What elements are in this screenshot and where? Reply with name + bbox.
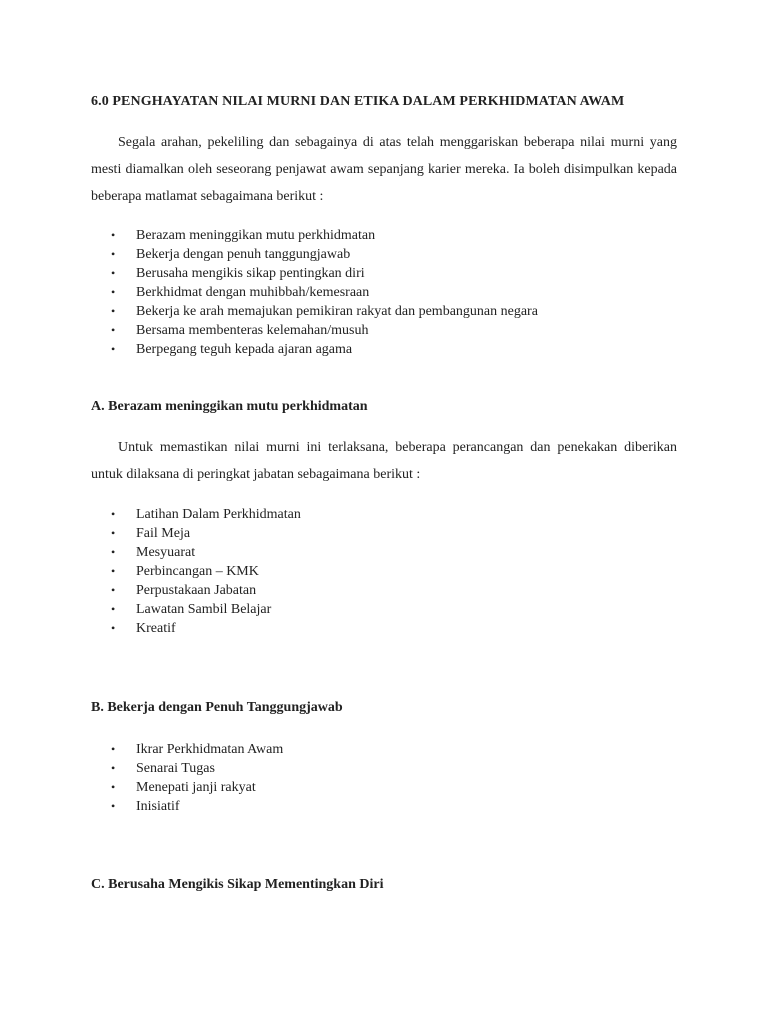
bullet-icon: • (111, 247, 116, 261)
bullet-icon: • (111, 564, 116, 578)
list-item (111, 524, 301, 543)
section-b-heading: B. Bekerja dengan Penuh Tanggungjawab (91, 700, 343, 715)
section-c-heading: C. Berusaha Mengikis Sikap Mementingkan Diri (91, 877, 384, 892)
document-title: 6.0 PENGHAYATAN NILAI MURNI DAN ETIKA DALAM PERKHIDMATAN AWAM (91, 94, 625, 109)
list-item-text: Bekerja dengan penuh tanggungjawab (136, 247, 351, 262)
bullet-icon: • (111, 323, 116, 337)
list-item (111, 505, 301, 524)
list-item-text: Kreatif (136, 621, 176, 636)
list-item-text: Ikrar Perkhidmatan Awam (136, 742, 284, 757)
list-item-text: Perpustakaan Jabatan (136, 583, 257, 598)
section-b-list (111, 740, 283, 816)
list-item-text: Menepati janji rakyat (136, 780, 256, 795)
list-item-text: Lawatan Sambil Belajar (136, 602, 272, 617)
bullet-icon: • (111, 304, 116, 318)
list-item-text: Senarai Tugas (136, 761, 215, 776)
list-item-text: Bersama membenteras kelemahan/musuh (136, 323, 369, 338)
list-item (111, 778, 283, 797)
list-item-text: Bekerja ke arah memajukan pemikiran rakyat dan pembangunan negara (136, 304, 538, 319)
list-item (111, 302, 538, 321)
bullet-icon: • (111, 507, 116, 521)
section-a-list (111, 505, 301, 638)
list-item (111, 797, 283, 816)
list-item-text: Berusaha mengikis sikap pentingkan diri (136, 266, 365, 281)
bullet-icon: • (111, 583, 116, 597)
intro-paragraph: Segala arahan, pekeliling dan sebagainya di atas telah menggariskan beberapa nilai murni yang mesti diamalkan oleh seseorang penjawat awam sepanjang karier mereka. Ia boleh disimpulkan kepada beberapa matlamat sebagaimana berikut : (91, 135, 677, 204)
bullet-icon: • (111, 545, 116, 559)
bullet-icon: • (111, 228, 116, 242)
bullet-icon: • (111, 266, 116, 280)
list-item-text: Berpegang teguh kepada ajaran agama (136, 342, 353, 357)
bullet-icon: • (111, 342, 116, 356)
list-item (111, 740, 283, 759)
list-item (111, 759, 283, 778)
list-item (111, 581, 301, 600)
bullet-icon: • (111, 780, 116, 794)
list-item (111, 340, 538, 359)
list-item-text: Mesyuarat (136, 545, 196, 560)
list-item (111, 321, 538, 340)
list-item-text: Fail Meja (136, 526, 191, 541)
section-a-paragraph: Untuk memastikan nilai murni ini terlaksana, beberapa perancangan dan penekakan diberikan untuk dilaksana di peringkat jabatan sebagaimana berikut : (91, 440, 677, 482)
list-item (111, 245, 538, 264)
bullet-icon: • (111, 526, 116, 540)
list-item-text: Perbincangan – KMK (136, 564, 259, 579)
bullet-icon: • (111, 799, 116, 813)
section-a-heading: A. Berazam meninggikan mutu perkhidmatan (91, 399, 368, 414)
list-item-text: Berazam meninggikan mutu perkhidmatan (136, 228, 376, 243)
list-item (111, 226, 538, 245)
list-item (111, 283, 538, 302)
list-item (111, 543, 301, 562)
list-item-text: Latihan Dalam Perkhidmatan (136, 507, 301, 522)
goals-list (111, 226, 538, 359)
list-item (111, 600, 301, 619)
bullet-icon: • (111, 285, 116, 299)
list-item-text: Inisiatif (136, 799, 180, 814)
list-item-text: Berkhidmat dengan muhibbah/kemesraan (136, 285, 370, 300)
list-item (111, 562, 301, 581)
list-item (111, 619, 301, 638)
list-item (111, 264, 538, 283)
bullet-icon: • (111, 742, 116, 756)
bullet-icon: • (111, 761, 116, 775)
bullet-icon: • (111, 621, 116, 635)
bullet-icon: • (111, 602, 116, 616)
